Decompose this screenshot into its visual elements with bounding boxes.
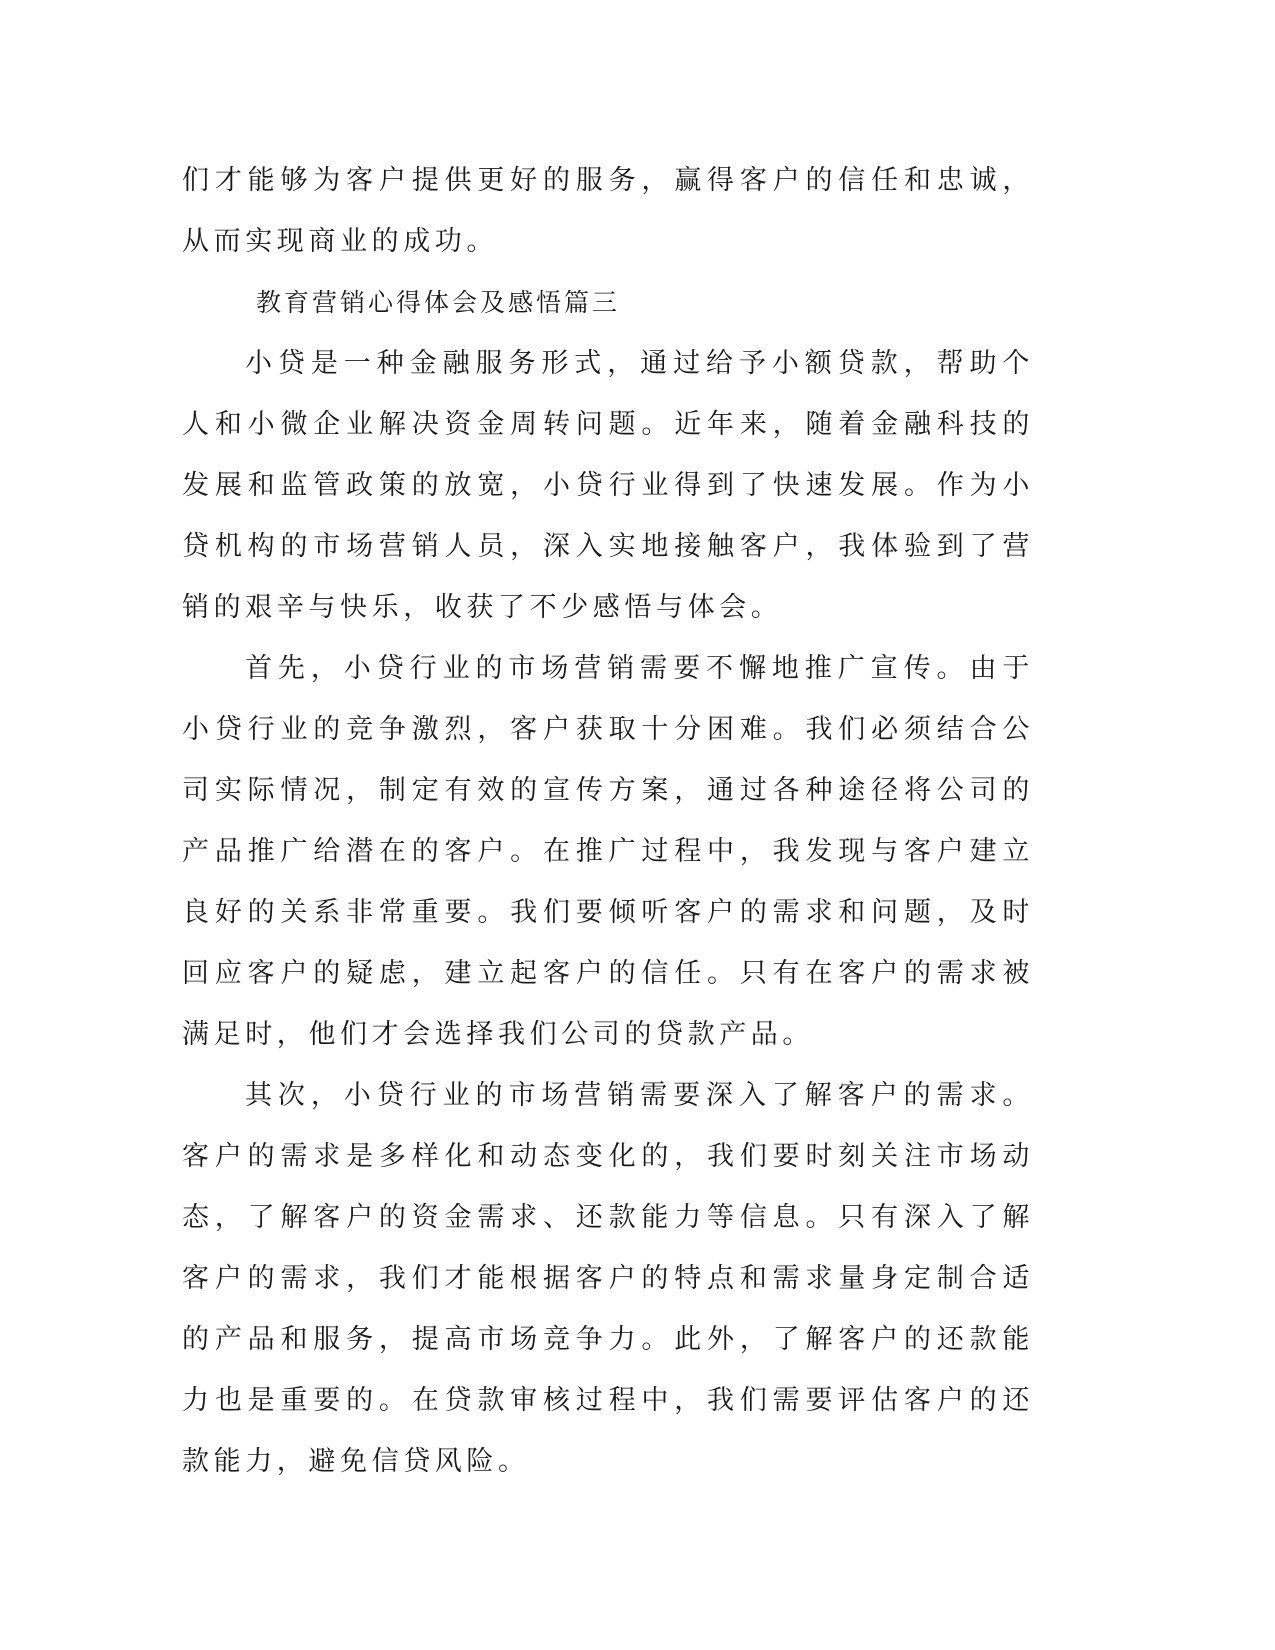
section-heading: 教育营销心得体会及感悟篇三 [256,288,621,317]
paragraph-intro: 小贷是一种金融服务形式，通过给予小额贷款，帮助个人和小微企业解决资金周转问题。近年来，随着金融科技的发展和监管政策的放宽，小贷行业得到了快速发展。作为小贷机构的市场营销人员，深入实地接触客户，我体验到了营销的艰辛与快乐，收获了不少感悟与体会。 [182,348,1034,623]
document-body [182,150,1034,1492]
paragraph-first-point: 首先，小贷行业的市场营销需要不懈地推广宣传。由于小贷行业的竞争激烈，客户获取十分困难。我们必须结合公司实际情况，制定有效的宣传方案，通过各种途径将公司的产品推广给潜在的客户。在推广过程中，我发现与客户建立良好的关系非常重要。我们要倾听客户的需求和问题，及时回应客户的疑虑，建立起客户的信任。只有在客户的需求被满足时，他们才会选择我们公司的贷款产品。 [182,653,1034,1050]
paragraph-continuation: 们才能够为客户提供更好的服务，赢得客户的信任和忠诚，从而实现商业的成功。 [182,165,1034,257]
paragraph-second-point: 其次，小贷行业的市场营销需要深入了解客户的需求。客户的需求是多样化和动态变化的，我们要时刻关注市场动态，了解客户的资金需求、还款能力等信息。只有深入了解客户的需求，我们才能根据客户的特点和需求量身定制合适的产品和服务，提高市场竞争力。此外，了解客户的还款能力也是重要的。在贷款审核过程中，我们需要评估客户的还款能力，避免信贷风险。 [182,1080,1034,1477]
